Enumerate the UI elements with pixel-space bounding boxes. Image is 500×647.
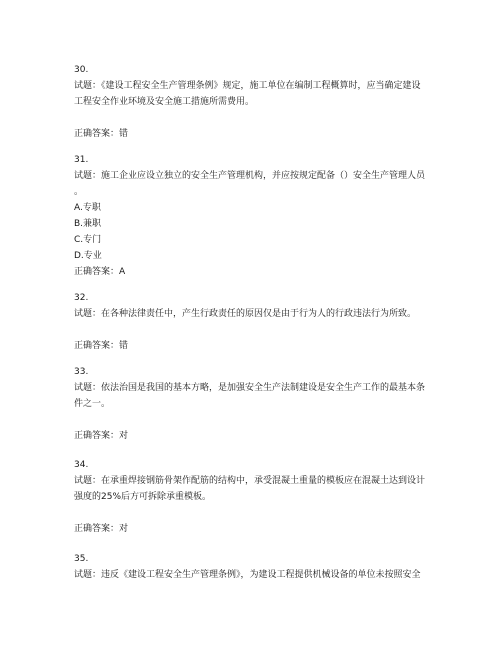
question-number: 33. (74, 367, 89, 377)
question-answer: 正确答案：错 (74, 341, 129, 351)
question-number: 35. (74, 554, 89, 564)
question-answer: 正确答案：A (74, 267, 126, 277)
option-b: B.兼职 (74, 219, 102, 229)
option-a: A.专职 (74, 203, 101, 213)
question-stem-line: 试题：《建设工程安全生产管理条例》规定，施工单位在编制工程概算时，应当确定建设 (74, 81, 421, 91)
question-30 (74, 62, 434, 142)
question-answer: 正确答案：对 (74, 431, 129, 441)
option-d: D.专业 (74, 251, 102, 261)
question-answer: 正确答案：对 (74, 524, 129, 534)
question-stem-line: 。 (74, 187, 84, 197)
question-stem-line: 强度的25%后方可拆除承重模板。 (74, 492, 212, 502)
question-stem-line: 试题：施工企业应设立独立的安全生产管理机构，并应按规定配备（）安全生产管理人员 (74, 171, 426, 181)
question-stem-line: 工程安全作业环境及安全施工措施所需费用。 (74, 97, 255, 107)
question-33 (74, 364, 434, 444)
question-stem-line: 试题：依法治国是我国的基本方略，是加强安全生产法制建设是安全生产工作的最基本条 (74, 383, 426, 393)
option-c: C.专门 (74, 235, 102, 245)
question-31 (74, 152, 434, 280)
question-35 (74, 551, 434, 583)
question-number: 30. (74, 65, 89, 75)
question-stem-line: 试题：在承重焊接钢筋骨架作配筋的结构中，承受混凝土重量的模板应在混凝土达到设计 (74, 476, 426, 486)
question-answer: 正确答案：错 (74, 129, 129, 139)
question-34 (74, 457, 434, 537)
question-number: 32. (74, 293, 89, 303)
question-stem-line: 试题：在各种法律责任中，产生行政责任的原因仅是由于行为人的行政违法行为所致。 (74, 309, 417, 319)
question-32 (74, 290, 434, 354)
question-stem-line: 试题：违反《建设工程安全生产管理条例》，为建设工程提供机械设备的单位未按照安全 (74, 570, 421, 580)
question-number: 34. (74, 460, 89, 470)
question-number: 31. (74, 155, 89, 165)
question-stem-line: 件之一。 (74, 399, 111, 409)
